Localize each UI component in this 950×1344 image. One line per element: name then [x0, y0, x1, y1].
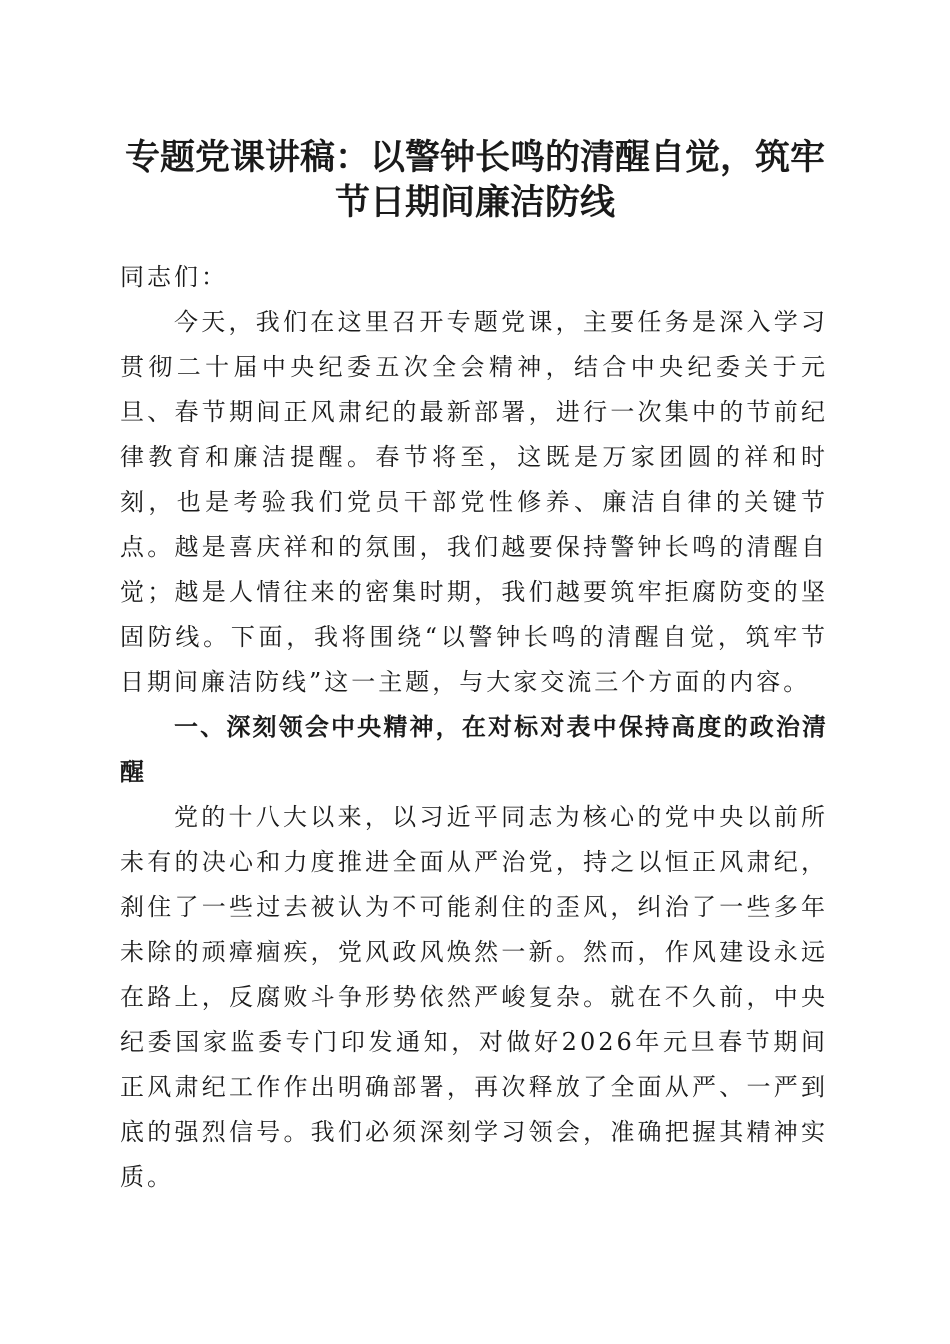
- intro-paragraph: 今天，我们在这里召开专题党课，主要任务是深入学习贯彻二十届中央纪委五次全会精神，结合中央纪委关于元旦、春节期间正风肃纪的最新部署，进行一次集中的节前纪律教育和廉洁提醒。春节将至，这既是万家团圆的祥和时刻，也是考验我们党员干部党性修养、廉洁自律的关键节点。越是喜庆祥和的氛围，我们越要保持警钟长鸣的清醒自觉；越是人情往来的密集时期，我们越要筑牢拒腐防变的坚固防线。下面，我将围绕“以警钟长鸣的清醒自觉，筑牢节日期间廉洁防线”这一主题，与大家交流三个方面的内容。: [120, 308, 828, 696]
- document-title-line-2: 节日期间廉洁防线: [334, 182, 615, 223]
- greeting: 同志们：: [120, 263, 228, 291]
- section-1-heading: 一、深刻领会中央精神，在对标对表中保持高度的政治清醒: [120, 713, 828, 786]
- section-1-paragraph: 党的十八大以来，以习近平同志为核心的党中央以前所未有的决心和力度推进全面从严治党，持之以恒正风肃纪，刹住了一些过去被认为不可能刹住的歪风，纠治了一些多年未除的顽瘴痼疾，党风政风焕然一新。然而，作风建设永远在路上，反腐败斗争形势依然严峻复杂。就在不久前，中央纪委国家监委专门印发通知，对做好2026年元旦春节期间正风肃纪工作作出明确部署，再次释放了全面从严、一严到底的强烈信号。我们必须深刻学习领会，准确把握其精神实质。: [120, 803, 828, 1191]
- document-title-line-1: 专题党课讲稿：以警钟长鸣的清醒自觉，筑牢: [124, 137, 825, 178]
- document-body: [120, 255, 828, 1200]
